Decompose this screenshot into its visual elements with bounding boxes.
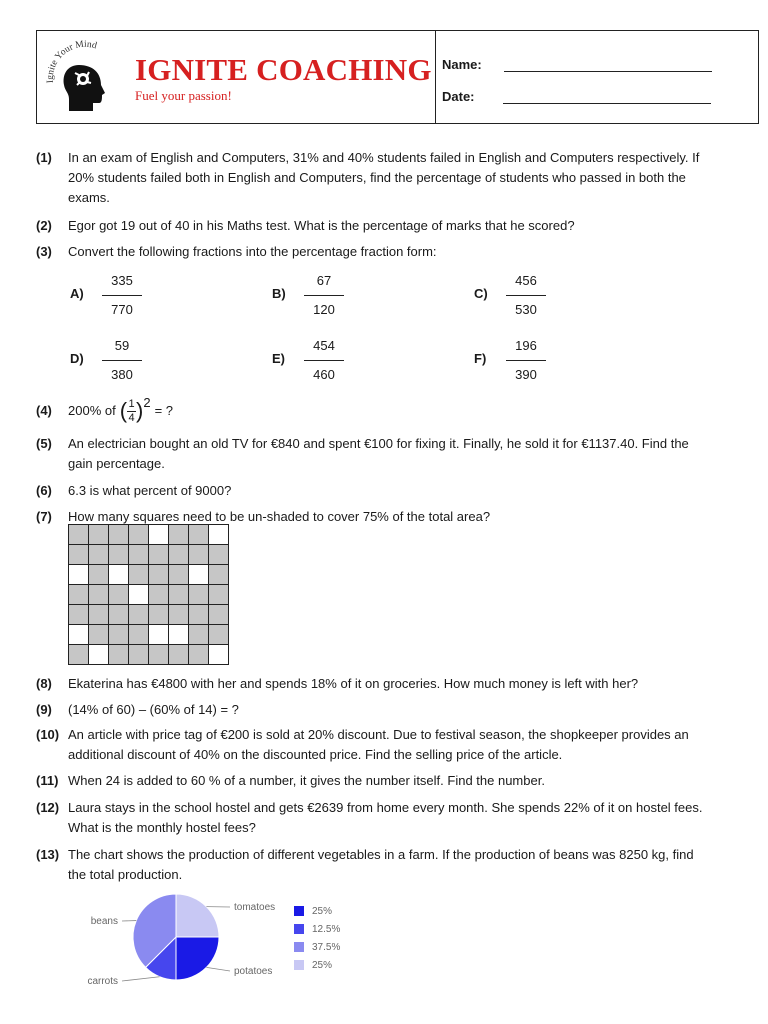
shaded-square xyxy=(89,585,108,604)
brand-block xyxy=(37,31,436,123)
question-number: (6) xyxy=(36,483,52,498)
unshaded-square xyxy=(189,565,208,584)
shaded-square xyxy=(209,545,228,564)
fraction-numerator: 196 xyxy=(515,338,537,353)
legend-label: 25% xyxy=(312,959,333,971)
legend-item xyxy=(294,902,340,920)
shaded-square xyxy=(169,645,188,664)
pie-slice-label: potatoes xyxy=(234,966,273,977)
shaded-square xyxy=(149,645,168,664)
fraction-denominator: 390 xyxy=(515,367,537,382)
unshaded-square xyxy=(209,525,228,544)
shaded-square xyxy=(129,625,148,644)
shaded-square xyxy=(129,605,148,624)
fraction-numerator: 335 xyxy=(111,273,133,288)
vegetable-pie-chart xyxy=(70,885,390,995)
shaded-square xyxy=(109,625,128,644)
question-text: Egor got 19 out of 40 in his Maths test. What is the percentage of marks that he scored? xyxy=(68,218,575,233)
pie-leader-line xyxy=(122,977,160,981)
shaded-square xyxy=(89,565,108,584)
fraction xyxy=(102,273,142,317)
question-number: (3) xyxy=(36,244,52,259)
fraction-denominator: 460 xyxy=(313,367,335,382)
unshaded-square xyxy=(209,645,228,664)
legend-swatch xyxy=(294,960,304,970)
shaded-square xyxy=(169,545,188,564)
student-fields xyxy=(436,31,758,123)
fraction xyxy=(102,338,142,382)
shaded-square xyxy=(89,545,108,564)
shaded-square xyxy=(109,605,128,624)
unshaded-square xyxy=(69,625,88,644)
fraction-label: A) xyxy=(70,286,84,301)
shaded-square xyxy=(69,605,88,624)
shaded-square xyxy=(129,525,148,544)
fraction-label: C) xyxy=(474,286,488,301)
question-number: (2) xyxy=(36,218,52,233)
fraction-numerator: 67 xyxy=(316,273,332,288)
shaded-square xyxy=(129,565,148,584)
fraction xyxy=(506,273,546,317)
shaded-square xyxy=(89,625,108,644)
shaded-square xyxy=(209,565,228,584)
pie-slice-tomatoes xyxy=(176,894,219,937)
brand-title: IGNITE COACHING xyxy=(135,52,432,87)
question-number: (11) xyxy=(36,773,59,788)
shaded-squares-grid xyxy=(68,524,229,665)
fraction-numerator: 456 xyxy=(515,273,537,288)
shaded-square xyxy=(169,605,188,624)
shaded-square xyxy=(69,545,88,564)
q4-prefix: 200% of xyxy=(68,403,116,418)
fraction-denominator: 770 xyxy=(111,302,133,317)
unshaded-square xyxy=(109,565,128,584)
ignite-logo-icon xyxy=(45,39,125,119)
shaded-square xyxy=(109,525,128,544)
question-number: (5) xyxy=(36,436,52,451)
shaded-square xyxy=(69,645,88,664)
fraction-numerator: 454 xyxy=(313,338,335,353)
legend-item xyxy=(294,938,340,956)
question-number: (13) xyxy=(36,847,60,862)
legend-swatch xyxy=(294,942,304,952)
shaded-square xyxy=(209,605,228,624)
fraction-denominator: 380 xyxy=(111,367,133,382)
shaded-square xyxy=(129,645,148,664)
legend-item xyxy=(294,920,340,938)
shaded-square xyxy=(189,525,208,544)
unshaded-square xyxy=(169,625,188,644)
unshaded-square xyxy=(89,645,108,664)
shaded-square xyxy=(149,545,168,564)
question-text: How many squares need to be un-shaded to cover 75% of the total area? xyxy=(68,509,491,524)
logo-arc-text: Ignite Your Mind xyxy=(45,39,98,84)
shaded-square xyxy=(189,585,208,604)
date-label: Date: xyxy=(442,89,475,104)
question-text: 6.3 is what percent of 9000? xyxy=(68,483,232,498)
legend-label: 37.5% xyxy=(312,941,341,953)
unshaded-square xyxy=(149,525,168,544)
pie-slice-potatoes xyxy=(176,937,219,980)
question-text: An article with price tag of €200 is sold at 20% discount. Due to festival season, the shopkeeper provides an additional discount of 40% on the discounted price. Find the selling price of the article. xyxy=(68,727,689,762)
question-text: Laura stays in the school hostel and gets €2639 from home every month. She spends 22% of it on hostel fees. What is the monthly hostel fees? xyxy=(68,800,703,835)
shaded-square xyxy=(89,525,108,544)
pie-slice-label: tomatoes xyxy=(234,902,276,913)
shaded-square xyxy=(209,625,228,644)
fraction xyxy=(506,338,546,382)
question-text: The chart shows the production of different vegetables in a farm. If the production of beans was 8250 kg, find the total production. xyxy=(68,847,694,882)
question-text: (14% of 60) – (60% of 14) = ? xyxy=(68,702,239,717)
name-label: Name: xyxy=(442,57,482,72)
fraction-denominator: 530 xyxy=(515,302,537,317)
q4-exponent: 2 xyxy=(143,395,151,410)
legend-label: 12.5% xyxy=(312,923,341,935)
q4-fraction: 1 4 xyxy=(128,397,135,424)
legend-swatch xyxy=(294,924,304,934)
date-field[interactable] xyxy=(503,93,711,104)
shaded-square xyxy=(149,585,168,604)
question-text: Ekaterina has €4800 with her and spends 18% of it on groceries. How much money is left with her? xyxy=(68,676,639,691)
question-text: 200% of ( 1 4 ) 2 = ? xyxy=(68,395,174,424)
question-number: (1) xyxy=(36,150,52,165)
shaded-square xyxy=(189,645,208,664)
legend-swatch xyxy=(294,906,304,916)
fraction-numerator: 59 xyxy=(114,338,130,353)
shaded-square xyxy=(169,565,188,584)
shaded-square xyxy=(109,645,128,664)
legend-label: 25% xyxy=(312,905,333,917)
shaded-square xyxy=(69,585,88,604)
fraction-label: D) xyxy=(70,351,84,366)
shaded-square xyxy=(209,585,228,604)
question-number: (10) xyxy=(36,727,60,742)
unshaded-square xyxy=(69,565,88,584)
legend-item xyxy=(294,956,340,974)
brand-tagline: Fuel your passion! xyxy=(135,88,232,103)
pie-slice-label: beans xyxy=(90,916,118,927)
question-number: (4) xyxy=(36,403,52,418)
fraction-denominator: 120 xyxy=(313,302,335,317)
fraction xyxy=(304,338,344,382)
shaded-square xyxy=(169,585,188,604)
fraction-label: B) xyxy=(272,286,286,301)
worksheet-header xyxy=(36,30,759,124)
pie-slice-label: carrots xyxy=(87,976,118,987)
shaded-square xyxy=(189,545,208,564)
unshaded-square xyxy=(129,585,148,604)
question-text: When 24 is added to 60 % of a number, it gives the number itself. Find the number. xyxy=(68,773,545,788)
shaded-square xyxy=(189,605,208,624)
shaded-square xyxy=(89,605,108,624)
pie-leader-line xyxy=(206,967,230,971)
question-number: (7) xyxy=(36,509,52,524)
shaded-square xyxy=(129,545,148,564)
question-number: (9) xyxy=(36,702,52,717)
unshaded-square xyxy=(149,625,168,644)
q4-suffix: = ? xyxy=(154,403,174,418)
question-number: (8) xyxy=(36,676,52,691)
shaded-square xyxy=(189,625,208,644)
shaded-square xyxy=(169,525,188,544)
question-number: (12) xyxy=(36,800,60,815)
shaded-square xyxy=(69,525,88,544)
question-text: An electrician bought an old TV for €840 and spent €100 for fixing it. Finally, he sold it for €1137.40. Find the gain percentage. xyxy=(68,436,689,471)
fraction xyxy=(304,273,344,317)
question-text: In an exam of English and Computers, 31% and 40% students failed in English and Computers respectively. If 20% students failed both in English and Computers, find the percentage of students who passed in both the exams. xyxy=(68,150,700,205)
chart-legend xyxy=(294,902,340,974)
shaded-square xyxy=(109,545,128,564)
shaded-square xyxy=(149,565,168,584)
shaded-square xyxy=(149,605,168,624)
question-text: Convert the following fractions into the percentage fraction form: xyxy=(68,244,437,259)
name-field[interactable] xyxy=(504,61,712,72)
fraction-label: E) xyxy=(272,351,285,366)
fraction-label: F) xyxy=(474,351,487,366)
shaded-square xyxy=(109,585,128,604)
